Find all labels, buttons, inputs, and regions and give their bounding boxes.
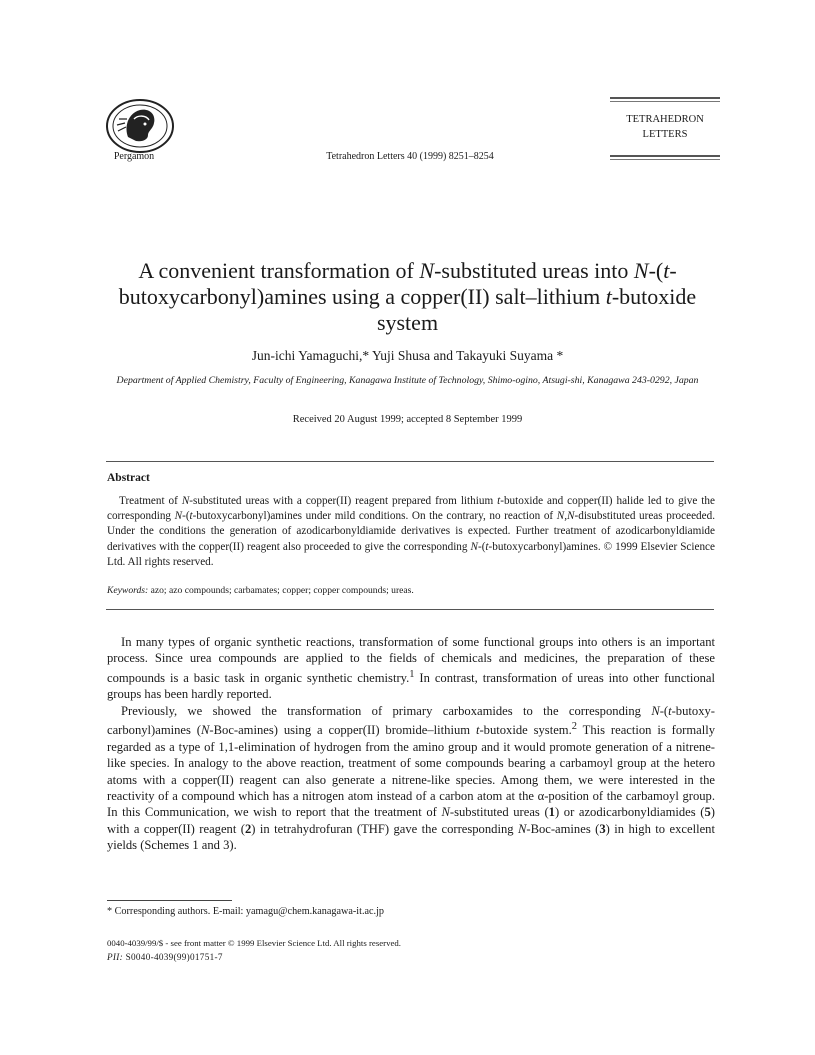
pergamon-logo-image: [104, 97, 176, 155]
journal-name-line: LETTERS: [642, 129, 688, 140]
masthead-bottom-rule: [610, 155, 720, 160]
pii-value: S0040-4039(99)01751-7: [123, 952, 223, 962]
author-list: Jun-ichi Yamaguchi,* Yuji Shusa and Takayuki Suyama *: [251, 348, 564, 363]
journal-masthead: [610, 97, 720, 142]
footnote-divider: [107, 900, 232, 901]
article-title: A convenient transformation of N-substituted ureas into N-(t-butoxycarbonyl)amines using a copper(II) salt–lithium t-butoxide system: [118, 258, 697, 335]
keywords-text: azo; azo compounds; carbamates; copper; copper compounds; ureas.: [148, 585, 414, 596]
journal-name-line: TETRAHEDRON: [626, 114, 704, 125]
journal-citation: Tetrahedron Letters 40 (1999) 8251–8254: [326, 151, 494, 162]
body-paragraph: Previously, we showed the transformation of primary carboxamides to the corresponding N-(t-butoxycarbonyl)amines (N-Boc-amines) using a copper(II) bromide–lithium t-butoxide system.$^2$ This reaction is formally regarded as a type of 1,1-elimination of hydrogen from the amino group and it would promote generation of a nitrene-like species. In analogy to the above reaction, treatment of some compounds bearing a carbamoyl group at the hetero atoms with a copper(II) reagent can also generate a nitrene-like species. Among them, we were interested in the reactivity of a compound which has a nitrogen atom instead of a carbon atom at the α-position of the carbamoyl group. In this Communication, we wish to report that the treatment of N-substituted ureas (1) or azodicarbonyldiamides (5) with a copper(II) reagent (2) in tetrahydrofuran (THF) gave the corresponding N-Boc-amines (3) in high to excellent yields (Schemes 1 and 3).: [107, 703, 715, 853]
received-dates: Received 20 August 1999; accepted 8 September 1999: [292, 414, 523, 425]
article-body: [107, 634, 715, 854]
pii-label: PII:: [107, 952, 123, 962]
body-paragraph: In many types of organic synthetic reactions, transformation of some functional groups into others is an important process. Since urea compounds are applied to the fields of chemicals and medicines, the preparation of these compounds is a basic task in organic synthetic chemistry.$^1$ In contrast, transformation of ureas into other functional groups has been hardly reported.: [107, 635, 715, 702]
section-divider: [106, 609, 714, 610]
abstract-heading: Abstract: [107, 472, 150, 484]
author-affiliation: Department of Applied Chemistry, Faculty of Engineering, Kanagawa Institute of Technology, Shimo-ogino, Atsugi-shi, Kanagawa 243-0292, Japan: [116, 375, 699, 386]
keywords: [107, 585, 715, 596]
journal-name: [610, 112, 720, 142]
reference-marker: 2: [571, 721, 577, 733]
publisher-name: Pergamon: [113, 151, 155, 162]
corresponding-author-footnote: * Corresponding authors. E-mail: yamagu@chem.kanagawa-it.ac.jp: [107, 906, 385, 917]
abstract-text: Treatment of N-substituted ureas with a copper(II) reagent prepared from lithium t-butoxide and copper(II) halide led to give the corresponding N-(t-butoxycarbonyl)amines under mild conditions. On the contrary, no reaction of N,N-disubstituted ureas proceeded. Under the conditions the generation of azodicarbonyldiamide derivatives is expected. Further treatment of azodicarbonyldiamide derivatives with the copper(II) reagent also proceeded to give the corresponding N-(t-butoxycarbonyl)amines. © 1999 Elsevier Science Ltd. All rights reserved.: [107, 495, 715, 568]
masthead-rule: [610, 97, 720, 99]
pii-identifier: [107, 952, 223, 962]
front-matter-notice: 0040-4039/99/$ - see front matter © 1999 Elsevier Science Ltd. All rights reserved.: [107, 938, 401, 948]
masthead-rule: [610, 101, 720, 102]
section-divider: [106, 461, 714, 462]
reference-marker: 1: [409, 668, 415, 680]
keywords-label: Keywords:: [107, 585, 149, 596]
